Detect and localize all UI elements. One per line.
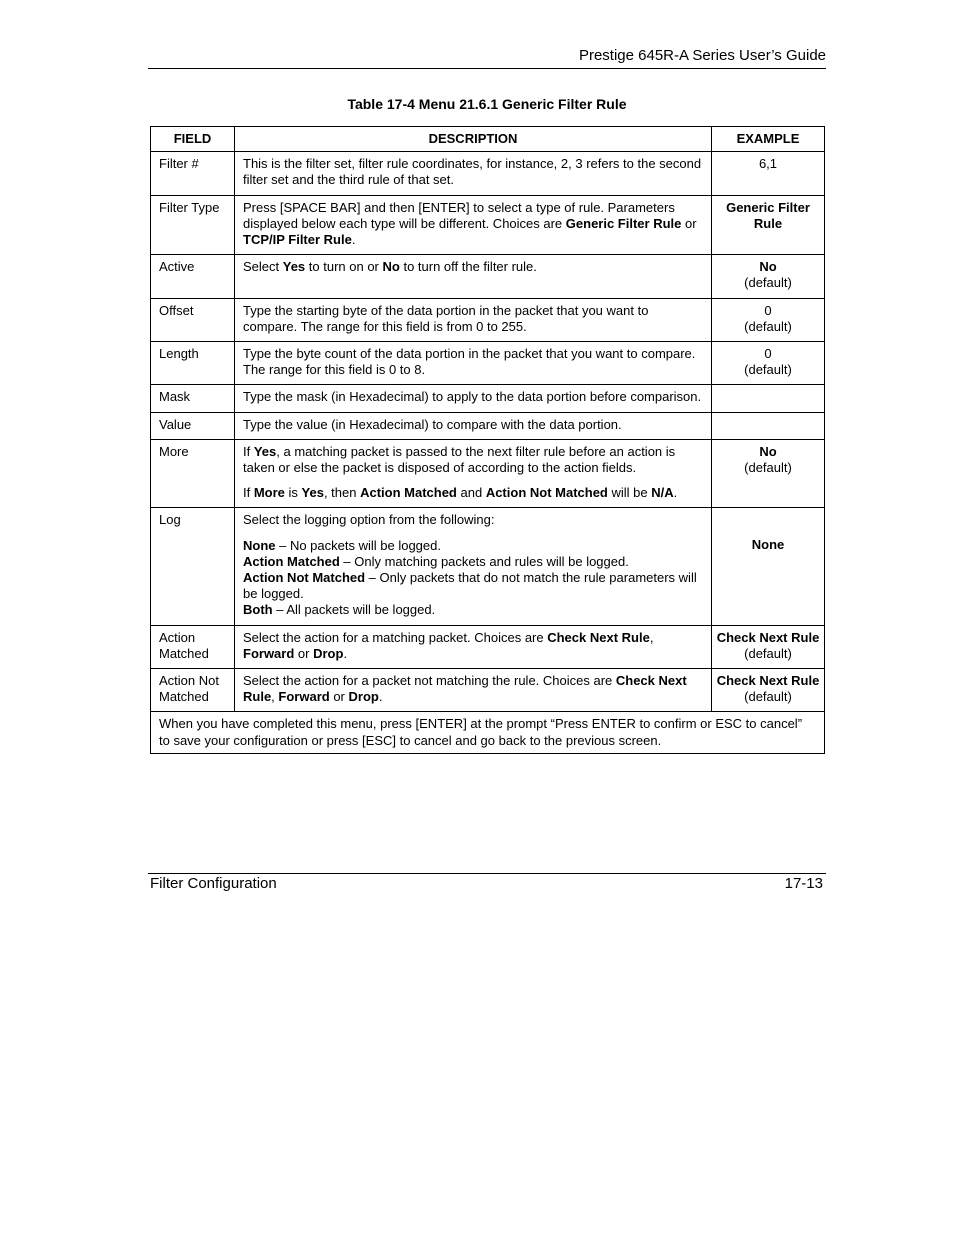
column-header-description: DESCRIPTION [235,127,712,152]
description-text: will be [607,485,652,501]
description-text: Select the action for a matching packet. Choices are [243,629,548,645]
field-cell: Mask [151,385,235,412]
description-text: and [456,485,486,501]
field-cell: Active [151,255,235,298]
table-row [151,195,825,255]
example-cell [712,412,825,439]
table-row [151,342,825,385]
description-emphasis: None [243,537,276,553]
example-default-label: (default) [744,689,792,705]
description-text: , then [323,485,361,501]
footer-section-title: Filter Configuration [150,875,277,892]
example-value: 0 [764,302,772,318]
table-body [151,152,825,712]
description-text: Select [243,259,283,275]
generic-filter-rule-table [150,126,825,754]
description-text: – No packets will be logged. [275,537,441,553]
table-row [151,385,825,412]
description-cell [235,385,712,412]
example-cell [712,625,825,668]
table-row [151,508,825,625]
example-cell [712,255,825,298]
description-text: , a matching packet is passed to the next filter rule before an action is taken or else the packet is disposed of according to the action fields. [243,443,676,476]
example-value: No [759,443,777,459]
example-default-label: (default) [744,275,792,291]
description-emphasis: Yes [282,259,306,275]
description-emphasis: Yes [301,485,324,501]
table-row [151,439,825,508]
example-cell [712,439,825,508]
description-cell [235,152,712,195]
example-value: 6,1 [758,156,778,172]
description-text: If [243,485,254,501]
description-text: is [284,485,302,501]
example-default-label: (default) [744,362,792,378]
footer-page-number: 17-13 [784,875,823,892]
description-emphasis: N/A [651,485,674,501]
description-emphasis: Drop [313,645,344,661]
example-default-label: (default) [744,318,792,334]
description-text: Select the action for a packet not matching the rule. Choices are [243,673,616,689]
description-text: to turn on or [305,259,383,275]
description-text: , [649,629,654,645]
description-cell [235,412,712,439]
description-emphasis: Forward [278,689,330,705]
description-text: . [673,485,678,501]
field-cell: Log [151,508,235,625]
table-row [151,298,825,341]
description-cell [235,508,712,625]
description-cell [235,195,712,255]
description-text: , [271,689,279,705]
example-value: Generic Filter Rule [726,199,810,231]
description-text: or [329,689,349,705]
description-text: This is the filter set, filter rule coordinates, for instance, 2, 3 refers to the second filter set and the third rule of that set. [243,156,702,188]
example-default-label: (default) [744,460,792,476]
field-cell: Filter Type [151,195,235,255]
table-row [151,625,825,668]
description-emphasis: Action Matched [360,485,457,501]
description-text: or [294,645,314,661]
table-caption: Table 17-4 Menu 21.6.1 Generic Filter Rule [347,96,627,112]
example-value: None [751,537,785,553]
field-cell: Value [151,412,235,439]
page-header-title: Prestige 645R-A Series User’s Guide [578,47,826,64]
example-cell [712,195,825,255]
description-text: Type the value (in Hexadecimal) to compare with the data portion. [243,416,622,432]
field-cell: Action Not Matched [151,669,235,712]
description-text: Press [SPACE BAR] and then [ENTER] to select a type of rule. Parameters displayed below each type will be different. Choices are [243,199,675,231]
description-cell [235,625,712,668]
table-row [151,255,825,298]
description-text: – All packets will be logged. [272,602,436,618]
description-cell [235,298,712,341]
column-header-example: EXAMPLE [712,127,825,152]
header-rule [148,68,826,69]
example-default-label: (default) [744,645,792,661]
description-emphasis: Check Next Rule [547,629,650,645]
example-cell [712,342,825,385]
description-emphasis: Generic Filter Rule [565,215,682,231]
footer-rule [148,873,826,874]
example-value: Check Next Rule [716,673,820,689]
example-value: Check Next Rule [716,629,820,645]
example-cell [712,298,825,341]
table-note-row [151,712,825,753]
example-cell [712,385,825,412]
field-cell: Offset [151,298,235,341]
example-value: 0 [764,346,772,362]
table-note: When you have completed this menu, press [ENTER] at the prompt “Press ENTER to confirm or ESC to cancel” to save your configuration or press [ESC] to cancel and go back to the previous screen. [151,712,825,753]
column-header-field: FIELD [151,127,235,152]
description-text: Type the starting byte of the data portion in the packet that you want to compare. The range for this field is from 0 to 255. [243,302,649,334]
description-emphasis: Action Matched [243,553,340,569]
description-emphasis: Both [243,602,273,618]
description-cell [235,669,712,712]
description-text: or [681,215,697,231]
table-row [151,152,825,195]
description-text: Type the byte count of the data portion in the packet that you want to compare. The range for this field is 0 to 8. [243,346,696,378]
description-emphasis: More [253,485,285,501]
description-cell [235,255,712,298]
table-row [151,669,825,712]
example-cell [712,669,825,712]
description-cell [235,342,712,385]
description-emphasis: No [382,259,400,275]
description-text: Select the logging option from the following: [243,512,495,528]
example-cell [712,152,825,195]
description-text: . [351,232,356,248]
description-text: . [343,645,348,661]
description-emphasis: Action Not Matched [485,485,608,501]
description-text: to turn off the filter rule. [399,259,537,275]
description-text: . [378,689,383,705]
description-text: – Only packets that do not match the rule parameters will be logged. [243,570,697,602]
description-emphasis: Drop [348,689,379,705]
example-cell [712,508,825,625]
field-cell: More [151,439,235,508]
description-text: If [243,443,254,459]
table-row [151,412,825,439]
field-cell: Length [151,342,235,385]
description-emphasis: Check Next Rule [243,673,687,705]
table-header-row [151,127,825,152]
description-emphasis: Action Not Matched [243,570,366,586]
description-emphasis: Forward [243,645,295,661]
field-cell: Action Matched [151,625,235,668]
description-cell [235,439,712,508]
description-text: Type the mask (in Hexadecimal) to apply to the data portion before comparison. [243,389,702,405]
example-value: No [759,259,777,275]
field-cell: Filter # [151,152,235,195]
description-emphasis: TCP/IP Filter Rule [243,232,352,248]
description-emphasis: Yes [253,443,277,459]
description-text: – Only matching packets and rules will be logged. [339,553,629,569]
